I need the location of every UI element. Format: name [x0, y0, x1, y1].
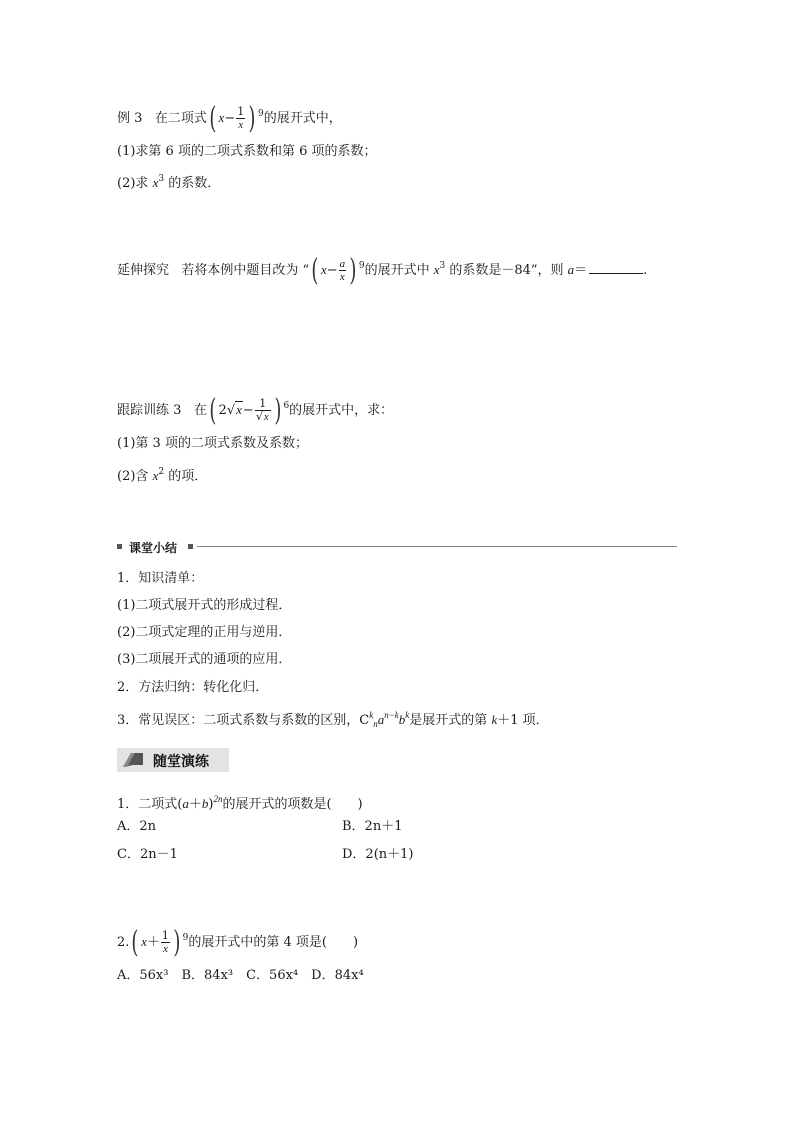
- summary-item: 1．知识清单：: [117, 571, 204, 586]
- example3-stem: 例 3 在二项式( x− $\frac{1}{x}$ ) $^9$的展开式中，: [117, 100, 342, 136]
- example3-q1: (1)求第 6 项的二项式系数和第 6 项的系数；: [117, 144, 377, 159]
- example3-q2: (2)求 $x^3$ 的系数．: [117, 174, 221, 191]
- practice3-q2: (2)含 $x^2$ 的项．: [117, 467, 208, 484]
- example3-tail: 的展开式中，: [263, 111, 342, 126]
- summary-item: 2．方法归纳：转化化归．: [117, 680, 269, 695]
- practice3-q1: (1)第 3 项的二项式系数及系数；: [117, 436, 308, 451]
- summary-header: [117, 541, 677, 553]
- extension-stem: 延伸探究 若将本例中题目改为 “( x− $\frac{a}{x}$ ) $^9$的展开式中 $x^3$ 的系数是－84”，则 a＝ .: [117, 252, 648, 288]
- fraction: $\frac{1}{√x}$: [255, 397, 269, 423]
- practice3-stem: 跟踪训练 3 在( 2√x− $\frac{1}{√x}$ ) $^6$的展开式中，求：: [117, 392, 394, 428]
- bullet-square-icon: [188, 544, 193, 549]
- summary-title: 课堂小结: [129, 541, 178, 555]
- question-1-option-d[interactable]: D．2(n＋1): [342, 847, 414, 862]
- question-2-stem: 2.( x＋ $\frac{1}{x}$ ) $^9$的展开式中的第 4 项是( ): [117, 924, 359, 960]
- fraction: $\frac{1}{x}$: [161, 929, 169, 955]
- banner-title: 随堂演练: [153, 754, 209, 770]
- extension-label: 延伸探究: [117, 263, 170, 278]
- question-1-stem: 1．二项式$(a+b)^{2n}$的展开式的项数是( ): [117, 794, 363, 812]
- summary-item: 3．常见误区：二项式系数与系数的区别，$C^k_na^{n-k}b^k$是展开式的第 k＋1 项．: [117, 710, 549, 729]
- fraction: $\frac{a}{x}$: [339, 258, 346, 283]
- question-1-option-c[interactable]: C．2n－1: [117, 847, 178, 862]
- fraction: $\frac{1}{x}$: [237, 105, 245, 131]
- divider: [197, 546, 677, 547]
- bullet-square-icon: [117, 544, 122, 549]
- example3-label: 例 3: [117, 111, 143, 126]
- summary-item: (3)二项展开式的通项的应用．: [117, 652, 292, 667]
- question-1-option-a[interactable]: A．2n: [117, 819, 157, 834]
- question-1-option-b[interactable]: B．2n＋1: [342, 819, 403, 834]
- answer-blank[interactable]: [589, 261, 643, 274]
- practice3-label: 跟踪训练 3: [117, 403, 182, 418]
- summary-item: (1)二项式展开式的形成过程．: [117, 598, 292, 613]
- example3-intro: 在二项式: [154, 111, 207, 126]
- practice-banner: [117, 748, 229, 772]
- flag-icon: [121, 751, 145, 769]
- summary-item: (2)二项式定理的正用与逆用．: [117, 625, 292, 640]
- question-2-options[interactable]: A．56x³ B．84x³ C．56x⁴ D．84x⁴: [117, 968, 364, 983]
